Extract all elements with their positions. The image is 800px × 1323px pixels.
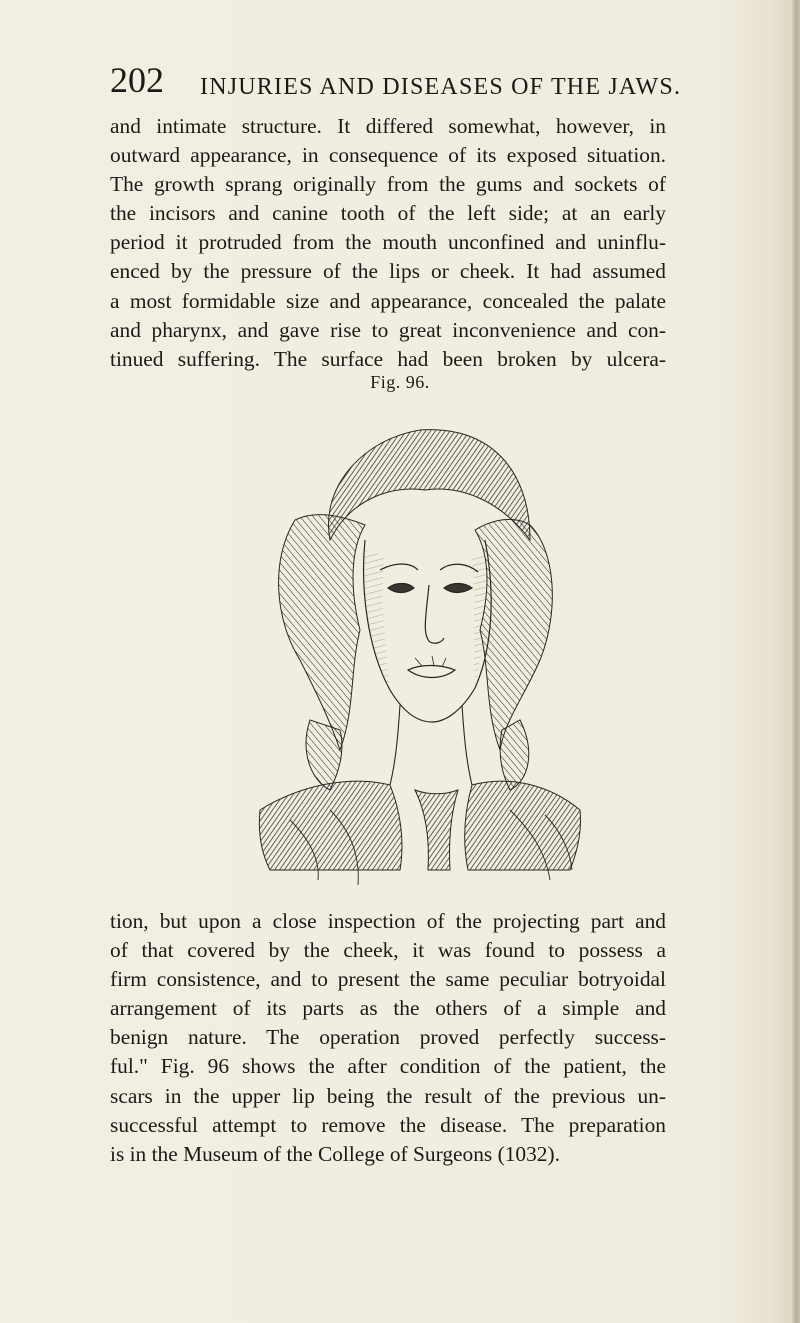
text-line: of that covered by the cheek, it was found to possess a [110,938,666,963]
engraving-figure [200,390,640,900]
shoulders-drapery [259,781,580,870]
page-edge-shadow [790,0,800,1323]
text-line: The growth sprang originally from the gums and sockets of [110,172,666,197]
text-line: is in the Museum of the College of Surgeons (1032). [110,1141,560,1166]
text-line: firm consistence, and to present the same peculiar botryoidal [110,967,666,992]
hair-right-curls [475,519,552,790]
running-head: INJURIES AND DISEASES OF THE JAWS. [200,74,682,100]
page-header [110,60,682,110]
text-line: tion, but upon a close inspection of the projecting part and [110,909,666,933]
text-line: outward appearance, in consequence of its exposed situation. [110,143,666,168]
text-line: tinued suffering. The surface had been broken by ulcera- [110,346,666,371]
text-line: enced by the pressure of the lips or cheek. It had assumed [110,259,666,284]
hair-left-curls [279,515,365,790]
text-line: ful." Fig. 96 shows the after condition of the patient, the [110,1054,666,1079]
paragraph-bottom [110,907,666,1169]
text-line: the incisors and canine tooth of the left side; at an early [110,201,666,226]
text-line: successful attempt to remove the disease. The preparation [110,1112,666,1137]
text-line: and intimate structure. It differed somewhat, however, in [110,114,666,138]
figure-caption: Fig. 96. [370,372,430,392]
neck [390,705,472,785]
page-number: 202 [110,60,164,100]
text-line: arrangement of its parts as the others of a simple and [110,996,666,1021]
paragraph-top [110,112,666,374]
text-line: period it protruded from the mouth unconfined and uninflu- [110,230,666,255]
text-line: and pharynx, and gave rise to great inconvenience and con- [110,317,666,342]
text-line: benign nature. The operation proved perfectly success- [110,1025,666,1050]
text-line: scars in the upper lip being the result of the previous un- [110,1083,666,1108]
text-line: a most formidable size and appearance, concealed the palate [110,288,666,313]
